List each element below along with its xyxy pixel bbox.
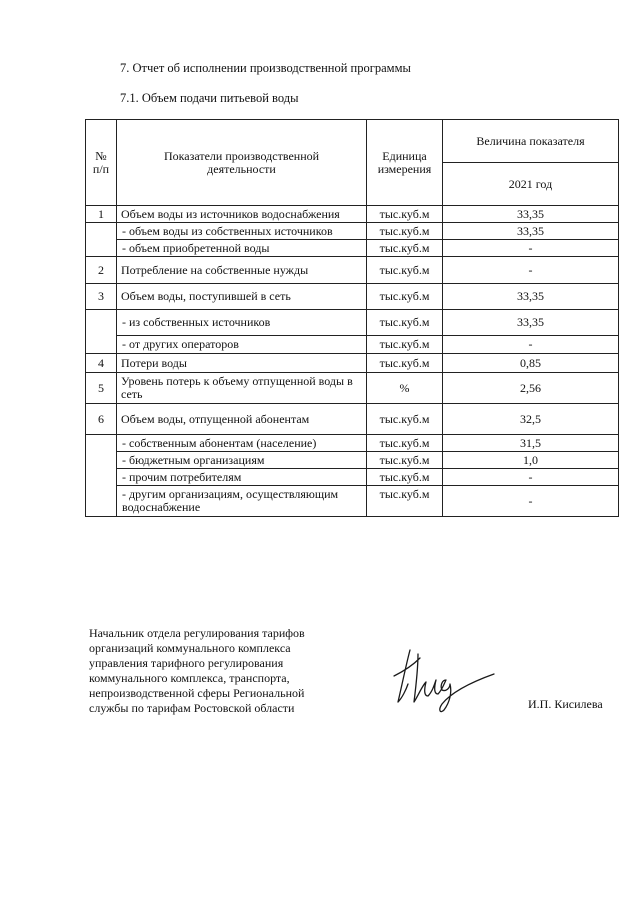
- header-indicator: [117, 120, 367, 206]
- header-number-line: п/п: [92, 161, 110, 176]
- row-value: 31,5: [443, 435, 619, 452]
- row-label: - из собственных источников: [117, 310, 367, 336]
- header-number: [86, 120, 117, 206]
- row-unit: тыс.куб.м: [367, 354, 443, 373]
- position-line: непроизводственной сферы Региональной: [89, 686, 305, 700]
- row-value: 0,85: [443, 354, 619, 373]
- row-label: Уровень потерь к объему отпущенной воды в сеть: [117, 373, 367, 404]
- row-unit: тыс.куб.м: [367, 452, 443, 469]
- table-row: [86, 404, 619, 435]
- row-unit: тыс.куб.м: [367, 435, 443, 452]
- row-unit: тыс.куб.м: [367, 206, 443, 223]
- table-row: [86, 469, 619, 486]
- table-row: [86, 223, 619, 240]
- row-label: Потери воды: [117, 354, 367, 373]
- row-unit: тыс.куб.м: [367, 486, 443, 517]
- row-number: 5: [86, 373, 117, 404]
- row-number: 1: [86, 206, 117, 223]
- row-value: 33,35: [443, 284, 619, 310]
- row-label: - объем приобретенной воды: [117, 240, 367, 257]
- header-indicator-line: деятельности: [207, 161, 276, 176]
- position-line: организаций коммунального комплекса: [89, 641, 291, 655]
- table-row: [86, 435, 619, 452]
- section-title: 7. Отчет об исполнении производственной программы: [120, 61, 411, 75]
- row-unit: тыс.куб.м: [367, 469, 443, 486]
- row-unit: тыс.куб.м: [367, 284, 443, 310]
- row-label: Объем воды, отпущенной абонентам: [117, 404, 367, 435]
- signatory-name: И.П. Кисилева: [528, 697, 603, 711]
- table-row: [86, 373, 619, 404]
- row-unit: тыс.куб.м: [367, 240, 443, 257]
- row-label: - бюджетным организациям: [117, 452, 367, 469]
- row-label: Объем воды из источников водоснабжения: [117, 206, 367, 223]
- table-row: [86, 206, 619, 223]
- position-line: управления тарифного регулирования: [89, 656, 284, 670]
- row-label: Потребление на собственные нужды: [117, 257, 367, 284]
- table-row: [86, 257, 619, 284]
- table-row: [86, 486, 619, 517]
- table-row: [86, 354, 619, 373]
- row-number-empty: [86, 310, 117, 354]
- handwritten-signature: [388, 640, 498, 715]
- row-unit: тыс.куб.м: [367, 310, 443, 336]
- header-number-line: №: [95, 148, 107, 163]
- signatory-position: [89, 626, 369, 716]
- row-unit: %: [367, 373, 443, 404]
- row-label: - прочим потребителям: [117, 469, 367, 486]
- row-value: -: [443, 469, 619, 486]
- row-value: 33,35: [443, 310, 619, 336]
- row-value: 33,35: [443, 223, 619, 240]
- position-line: службы по тарифам Ростовской области: [89, 701, 295, 715]
- row-value: 33,35: [443, 206, 619, 223]
- header-unit: [367, 120, 443, 206]
- row-value: -: [443, 240, 619, 257]
- position-line: Начальник отдела регулирования тарифов: [89, 626, 305, 640]
- row-value: 1,0: [443, 452, 619, 469]
- header-indicator-line: Показатели производственной: [163, 148, 320, 163]
- row-number: 4: [86, 354, 117, 373]
- table-header-row: [86, 120, 619, 163]
- header-value-group: Величина показателя: [443, 120, 619, 163]
- row-unit: тыс.куб.м: [367, 336, 443, 354]
- header-unit-line: Единица: [382, 148, 427, 163]
- row-value: -: [443, 336, 619, 354]
- row-value: 32,5: [443, 404, 619, 435]
- water-supply-table: [85, 119, 619, 517]
- table-row: [86, 284, 619, 310]
- row-label: - другим организациям, осуществляющим водоснабжение: [117, 486, 367, 517]
- table-row: [86, 452, 619, 469]
- row-unit: тыс.куб.м: [367, 257, 443, 284]
- subsection-title: 7.1. Объем подачи питьевой воды: [120, 91, 299, 105]
- row-value: 2,56: [443, 373, 619, 404]
- row-unit: тыс.куб.м: [367, 223, 443, 240]
- row-number-empty: [86, 435, 117, 517]
- row-label: Объем воды, поступившей в сеть: [117, 284, 367, 310]
- row-number: 6: [86, 404, 117, 435]
- row-unit: тыс.куб.м: [367, 404, 443, 435]
- row-value: -: [443, 486, 619, 517]
- row-number: 3: [86, 284, 117, 310]
- header-unit-line: измерения: [377, 161, 432, 176]
- position-line: коммунального комплекса, транспорта,: [89, 671, 290, 685]
- row-number: 2: [86, 257, 117, 284]
- table-row: [86, 240, 619, 257]
- row-number-empty: [86, 223, 117, 257]
- row-label: - собственным абонентам (население): [117, 435, 367, 452]
- row-value: -: [443, 257, 619, 284]
- table-row: [86, 336, 619, 354]
- row-label: - от других операторов: [117, 336, 367, 354]
- header-year: 2021 год: [443, 163, 619, 206]
- table-row: [86, 310, 619, 336]
- row-label: - объем воды из собственных источников: [117, 223, 367, 240]
